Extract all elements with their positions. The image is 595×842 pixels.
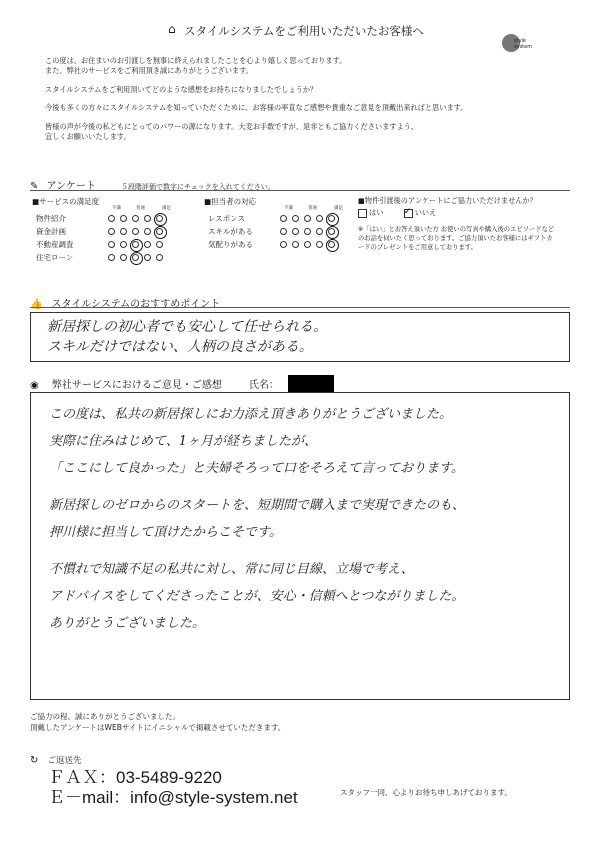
rating-option-3[interactable] xyxy=(304,241,311,248)
recommend-header xyxy=(30,292,570,311)
footer-thanks xyxy=(30,712,570,734)
recommend-line: スキルだけではない、人柄の良さがある。 xyxy=(47,339,313,355)
rating-option-1[interactable] xyxy=(280,228,287,235)
divider xyxy=(30,307,570,308)
service-title: ■サービスの満足度 xyxy=(32,197,100,206)
rating-option-1[interactable] xyxy=(280,241,287,248)
feedback-line: 押川様に担当して頂けたからこそです。 xyxy=(49,525,282,540)
staff-label: スキルがある xyxy=(208,226,253,236)
intro xyxy=(45,56,565,143)
feedback-line: 実際に住みはじめて、1ヶ月が経ちましたが、 xyxy=(49,434,318,449)
intro-p1: この度は、お住まいのお引渡しを無事に終えられましたことを心より嬉しく思っております。 xyxy=(45,56,347,65)
staff-row xyxy=(208,212,335,224)
scale-label-mid: 普通 xyxy=(136,206,145,211)
rating-option-3[interactable] xyxy=(304,228,311,235)
yes-label: はい xyxy=(369,208,384,218)
followup xyxy=(358,196,558,253)
service-label: 物件紹介 xyxy=(36,213,66,223)
fax: ＦＡＸ：03-5489-9220 xyxy=(48,768,222,787)
rating-option-5[interactable] xyxy=(156,228,163,235)
rating-option-2[interactable] xyxy=(120,241,127,248)
rating-option-4[interactable] xyxy=(144,215,151,222)
no-checkbox[interactable] xyxy=(404,209,413,218)
rating-option-4[interactable] xyxy=(144,254,151,261)
intro-p3: スタイルシステムをご利用頂いてどのような感想をお持ちになりましたでしょうか？ xyxy=(45,84,318,94)
staff-title: ■担当者の対応 xyxy=(204,197,257,206)
rating-options xyxy=(108,215,163,222)
intro-p2: また、弊社のサービスをご利用頂き誠にありがとうございます。 xyxy=(45,66,253,76)
followup-title: ■物件引渡後のアンケートにご協力いただけませんか？ xyxy=(358,196,537,205)
name-label: 氏名： xyxy=(248,380,279,391)
thanks-line: 頂戴したアンケートはWEBサイトにイニシャルで掲載させていただきます。 xyxy=(30,722,286,732)
rating-options xyxy=(280,241,335,248)
recommend-line: 新居探しの初心者でも安心して任せられる。 xyxy=(47,319,327,335)
rating-option-2[interactable] xyxy=(292,215,299,222)
circle-icon: ◉ xyxy=(30,380,39,391)
header xyxy=(0,20,595,50)
rating-option-4[interactable] xyxy=(144,241,151,248)
rating-option-1[interactable] xyxy=(108,228,115,235)
service-row xyxy=(36,251,163,263)
thanks-line: ご協力の程、誠にありがとうございました。 xyxy=(30,712,180,721)
rating-option-2[interactable] xyxy=(120,215,127,222)
feedback-line: アドバイスをしてくださったことが、安心・信頼へとつながりました。 xyxy=(49,589,465,604)
service-row xyxy=(36,238,163,250)
rating-options xyxy=(108,254,163,261)
rating-option-5[interactable] xyxy=(328,215,335,222)
rating-option-1[interactable] xyxy=(108,241,115,248)
intro-p5: 皆様の声が今後の私どもにとってのパワーの源になります。大変お手数ですが、是非ともご協力くださいますよう、 xyxy=(45,121,419,131)
rating-options xyxy=(280,215,335,222)
scale-label-low: 不満 xyxy=(284,206,293,211)
survey-header xyxy=(30,174,570,192)
staff-row xyxy=(208,225,335,237)
email[interactable]: Ｅ－mail：info@style-system.net xyxy=(48,788,298,807)
feedback-box xyxy=(30,392,570,700)
feedback-line: 新居探しのゼロからのスタートを、短期間で購入まで実現できたのも、 xyxy=(49,498,466,513)
rating-option-3[interactable] xyxy=(132,228,139,235)
rating-option-1[interactable] xyxy=(108,215,115,222)
rating-options xyxy=(108,241,163,248)
rating-option-1[interactable] xyxy=(108,254,115,261)
scale-label-low: 不満 xyxy=(112,206,121,211)
scale-label-mid: 普通 xyxy=(308,206,317,211)
rating-option-2[interactable] xyxy=(292,241,299,248)
staff-label: 気配りがある xyxy=(208,239,253,249)
rating-option-5[interactable] xyxy=(328,228,335,235)
feedback-line: 不慣れで知識不足の私共に対し、常に同じ目線、立場で考え、 xyxy=(49,562,414,577)
thumbs-up-icon: 👍 xyxy=(30,299,43,310)
rating-option-3[interactable] xyxy=(132,254,139,261)
rating-option-4[interactable] xyxy=(144,228,151,235)
survey-title: アンケート xyxy=(46,181,96,192)
rating-option-5[interactable] xyxy=(328,241,335,248)
rating-option-5[interactable] xyxy=(156,241,163,248)
logo-text: style system xyxy=(514,38,533,50)
yes-checkbox[interactable] xyxy=(358,209,367,218)
feedback-line: この度は、私共の新居探しにお力添え頂きありがとうございました。 xyxy=(49,407,453,422)
rating-option-2[interactable] xyxy=(292,228,299,235)
followup-note: ※「はい」とお答え頂いた方 お使いの写真や購入後のエピソードなどのお話を伺いたく思っております。ご協力頂いたお客様にはギフトカードのプレゼントをご用意しております。 xyxy=(358,226,555,251)
scale-label-high: 満足 xyxy=(162,206,171,211)
intro-p4: 今後も多くの方々にスタイルシステムを知っていただくために、お客様の率直なご感想や貴重なご意見を頂戴出来ればと思います。 xyxy=(45,103,468,113)
staff-row xyxy=(208,238,335,250)
feedback-line: ありがとうございました。 xyxy=(49,616,206,631)
recommend-box xyxy=(30,312,570,362)
feedback-header xyxy=(30,373,570,392)
rating-option-4[interactable] xyxy=(316,215,323,222)
rating-option-3[interactable] xyxy=(132,241,139,248)
rating-option-2[interactable] xyxy=(120,228,127,235)
closing: スタッフ一同、心よりお待ち申しあげております。 xyxy=(340,788,512,797)
feedback-line: 「ここにして良かった」と夫婦そろって口をそろえて言っております。 xyxy=(49,461,464,476)
service-row xyxy=(36,225,163,237)
service-label: 不動産調査 xyxy=(36,239,74,249)
service-label: 資金計画 xyxy=(36,226,66,236)
recommend-title: スタイルシステムのおすすめポイント xyxy=(51,299,221,310)
rating-option-1[interactable] xyxy=(280,215,287,222)
survey-instruction: ５段階評価で数字にチェックを入れてください。 xyxy=(120,183,275,191)
feedback-title: 弊社サービスにおけるご意見・ご感想 xyxy=(51,380,222,391)
rating-option-3[interactable] xyxy=(304,215,311,222)
house-icon: ⌂ xyxy=(168,22,176,36)
rating-options xyxy=(280,228,335,235)
service-label: 住宅ローン xyxy=(36,252,74,262)
pencil-icon: ✎ xyxy=(30,181,39,192)
rating-option-5[interactable] xyxy=(156,254,163,261)
scale-label-high: 満足 xyxy=(334,206,343,211)
page-title: スタイルシステムをご利用いただいたお客様へ xyxy=(184,24,424,38)
followup-options xyxy=(358,208,558,218)
rating-option-4[interactable] xyxy=(316,241,323,248)
name-redacted xyxy=(288,375,334,392)
service-row xyxy=(36,212,163,224)
return-arrow-icon: ↻ xyxy=(30,755,39,766)
rating-options xyxy=(108,228,163,235)
return-label: ご返送先 xyxy=(47,756,82,766)
intro-p6: 宜しくお願いいたします。 xyxy=(45,132,131,142)
rating-option-2[interactable] xyxy=(120,254,127,261)
staff-label: レスポンス xyxy=(208,213,246,223)
rating-option-4[interactable] xyxy=(316,228,323,235)
divider xyxy=(30,190,570,191)
rating-option-3[interactable] xyxy=(132,215,139,222)
no-label: いいえ xyxy=(414,208,437,218)
rating-option-5[interactable] xyxy=(156,215,163,222)
